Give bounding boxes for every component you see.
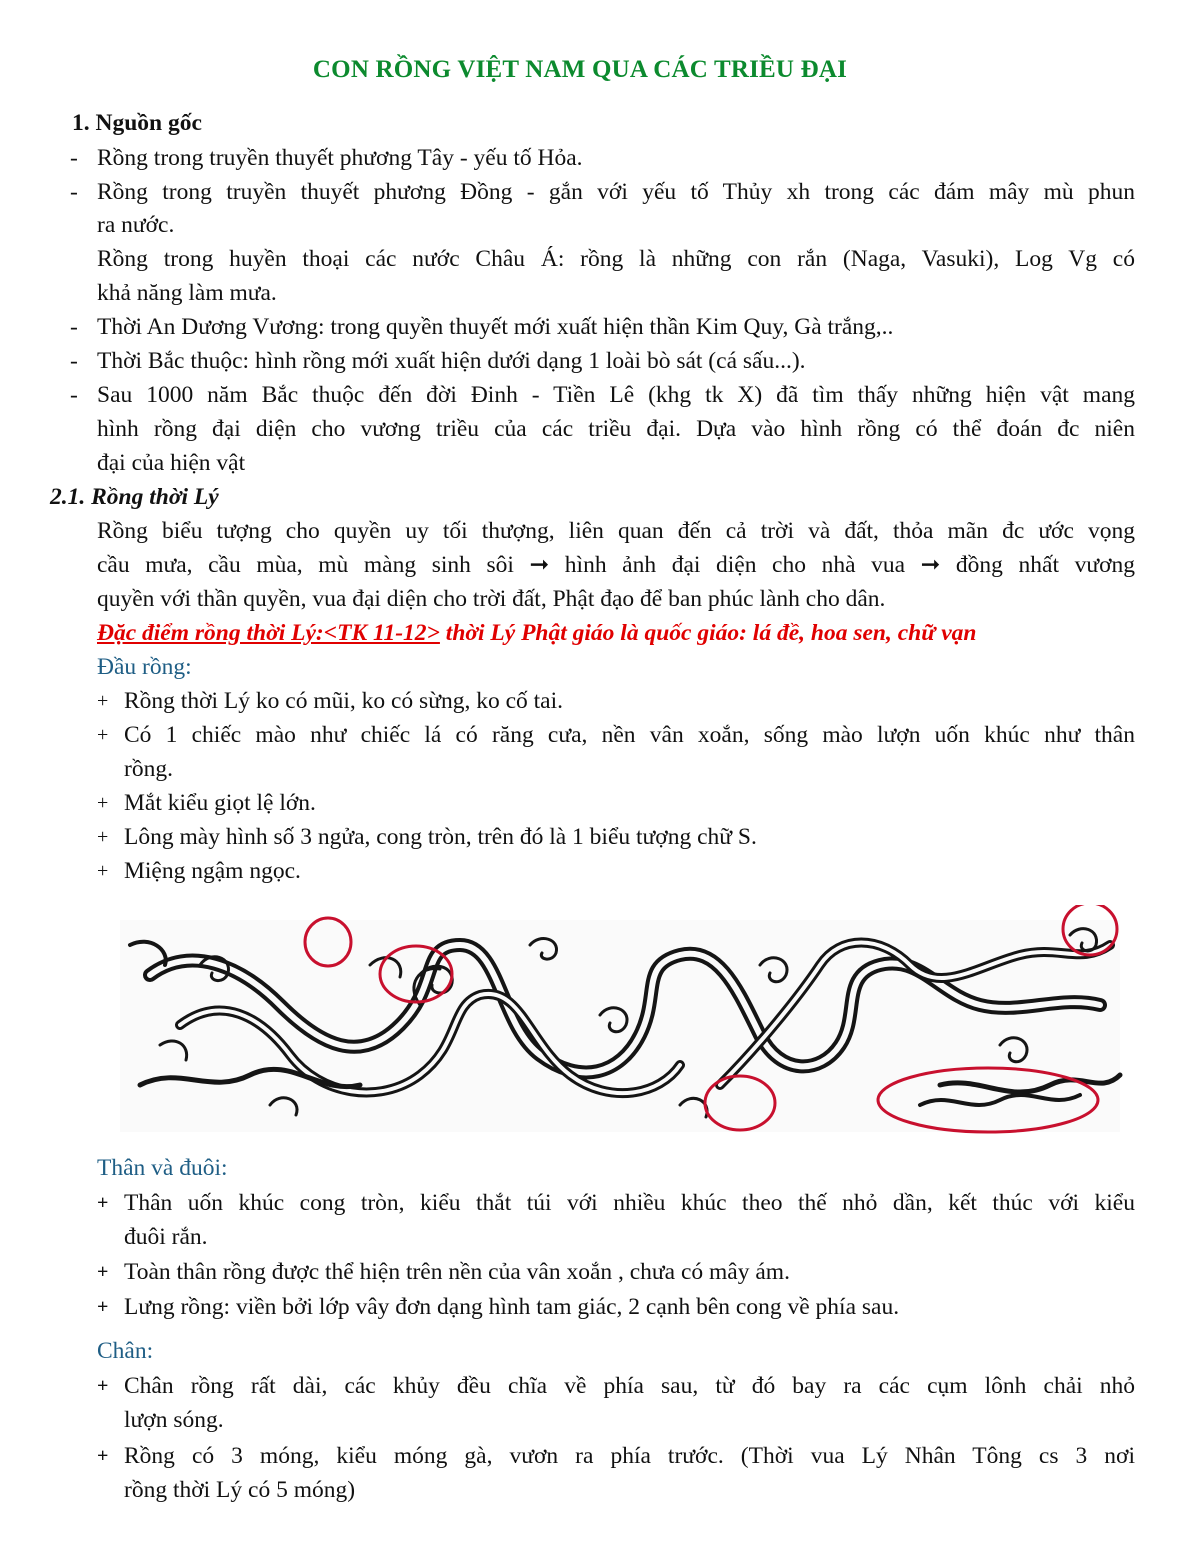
subheading-body-tail: Thân và đuôi:: [97, 1155, 228, 1181]
page-title: CON RỒNG VIỆT NAM QUA CÁC TRIỀU ĐẠI: [312, 56, 848, 83]
text-line: hình rồng đại diện cho vương triều của các triều đại. Dựa vào hình rồng có thể đoán đc niên: [97, 416, 1135, 442]
text-line: Có 1 chiếc mào như chiếc lá có răng cưa, nền vân xoắn, sống mào lượn uốn khúc như thân: [124, 722, 1135, 748]
text-line: khả năng làm mưa.: [97, 280, 277, 306]
bullet-plus: +: [97, 1261, 109, 1283]
feature-heading-underlined: Đặc điểm rồng thời Lý:<TK 11-12>: [97, 620, 440, 646]
bullet-plus: +: [97, 1375, 109, 1397]
bullet-plus: +: [97, 1296, 109, 1318]
text-line: Miệng ngậm ngọc.: [124, 858, 301, 884]
text-line: Lông mày hình số 3 ngửa, cong tròn, trên đó là 1 biểu tượng chữ S.: [124, 824, 757, 850]
bullet-dash: -: [70, 314, 78, 340]
bullet-plus: +: [97, 860, 109, 882]
bullet-dash: -: [70, 382, 78, 408]
text-line: Rồng trong truyền thuyết phương Đồng - gắn với yếu tố Thủy xh trong các đám mây mù phun: [97, 179, 1135, 205]
figure-background: [120, 920, 1120, 1132]
text-line: Rồng trong huyền thoại các nước Châu Á: rồng là những con rắn (Naga, Vasuki), Log Vg có: [97, 246, 1135, 272]
bullet-plus: +: [97, 826, 109, 848]
section-heading-ly-dynasty: 2.1. Rồng thời Lý: [50, 484, 219, 510]
text-line: rồng thời Lý có 5 móng): [124, 1477, 356, 1503]
text-line: ra nước.: [97, 212, 175, 238]
text-line: Thời An Dương Vương: trong quyền thuyết mới xuất hiện thần Kim Quy, Gà trắng,..: [97, 314, 894, 340]
bullet-plus: +: [97, 690, 109, 712]
text-line: Mắt kiểu giọt lệ lớn.: [124, 790, 316, 816]
text-line: Toàn thân rồng được thể hiện trên nền của vân xoắn , chưa có mây ám.: [124, 1259, 790, 1285]
text-line: rồng.: [124, 756, 173, 782]
text-line: Rồng biểu tượng cho quyền uy tối thượng, liên quan đến cả trời và đất, thỏa mãn đc ước vọng: [97, 518, 1135, 544]
bullet-dash: -: [70, 348, 78, 374]
text-line: Rồng thời Lý ko có mũi, ko có sừng, ko cố tai.: [124, 688, 563, 714]
text-line: Thân uốn khúc cong tròn, kiểu thắt túi với nhiều khúc theo thế nhỏ dần, kết thúc với kiểu: [124, 1190, 1135, 1216]
feature-heading-rest: thời Lý Phật giáo là quốc giáo: lá đề, hoa sen, chữ vạn: [439, 620, 977, 646]
text-line: đại của hiện vật: [97, 450, 246, 476]
text-line: Sau 1000 năm Bắc thuộc đến đời Đinh - Tiền Lê (khg tk X) đã tìm thấy những hiện vật mang: [97, 382, 1135, 408]
subheading-head: Đầu rồng:: [97, 654, 192, 680]
text-line: đuôi rắn.: [124, 1224, 208, 1250]
text-line: cầu mưa, cầu mùa, mù màng sinh sôi ➞ hình ảnh đại diện cho nhà vua ➞ đồng nhất vương: [97, 552, 1135, 578]
text-line: quyền với thần quyền, vua đại diện cho trời đất, Phật đạo để ban phúc lành cho dân.: [97, 586, 886, 612]
feature-heading: [97, 618, 976, 648]
text-line: Chân rồng rất dài, các khủy đều chĩa về phía sau, từ đó bay ra các cụm lônh chải nhỏ: [124, 1373, 1135, 1399]
subheading-legs: Chân:: [97, 1338, 154, 1364]
text-line: Rồng trong truyền thuyết phương Tây - yếu tố Hỏa.: [97, 145, 583, 171]
text-line: lượn sóng.: [124, 1407, 224, 1433]
text-line: Lưng rồng: viền bởi lớp vây đơn dạng hình tam giác, 2 cạnh bên cong về phía sau.: [124, 1294, 900, 1320]
bullet-dash: -: [70, 179, 78, 205]
bullet-plus: +: [97, 1192, 109, 1214]
bullet-plus: +: [97, 724, 109, 746]
bullet-dash: -: [70, 145, 78, 171]
dragon-illustration: [120, 905, 1140, 1135]
text-line: Rồng có 3 móng, kiểu móng gà, vươn ra phía trước. (Thời vua Lý Nhân Tông cs 3 nơi: [124, 1443, 1135, 1469]
text-line: Thời Bắc thuộc: hình rồng mới xuất hiện dưới dạng 1 loài bò sát (cá sấu...).: [97, 348, 806, 374]
bullet-plus: +: [97, 1445, 109, 1467]
bullet-plus: +: [97, 792, 109, 814]
section-heading-origin: 1. Nguồn gốc: [72, 110, 202, 136]
